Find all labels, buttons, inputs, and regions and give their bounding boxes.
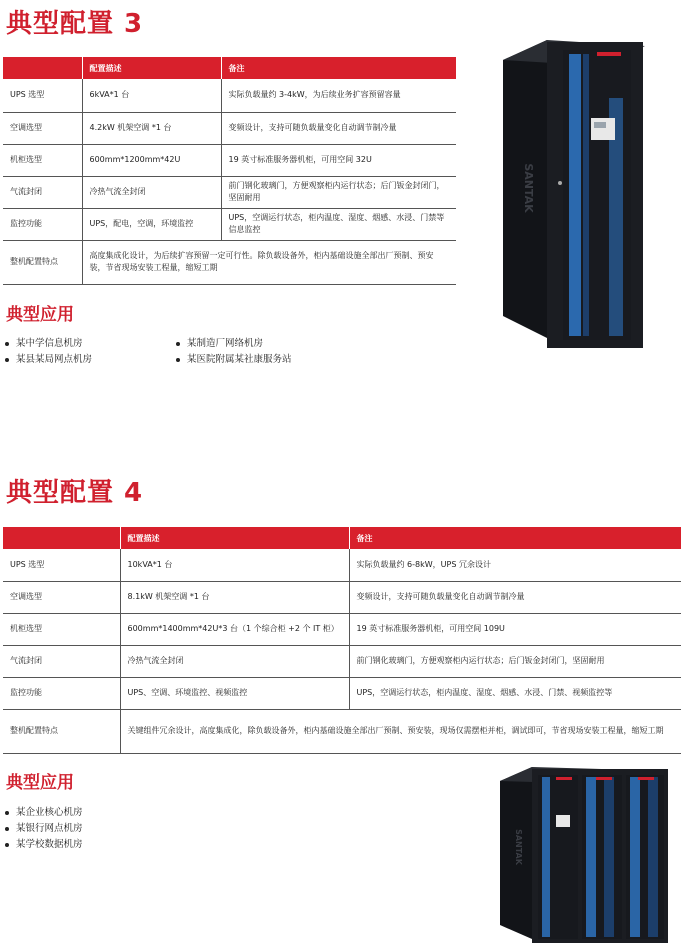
list-item: 某学校数据机房 — [4, 837, 83, 853]
header-note: 备注 — [349, 527, 681, 549]
row-label: 监控功能 — [3, 208, 82, 240]
row-feature: 关键组件冗余设计，高度集成化，除负载设备外，柜内基础设施全部出厂预制、预安装，现场仅需摆柜并柜，调试即可，节省现场安装工程量，缩短工期 — [120, 709, 681, 753]
row-note: 前门钢化玻璃门，方便观察柜内运行状态；后门钣金封闭门，坚固耐用 — [221, 176, 456, 208]
row-desc: 冷热气流全封闭 — [120, 645, 349, 677]
row-note: 19 英寸标准服务器机柜，可用空间 32U — [221, 144, 456, 176]
row-desc: UPS，配电，空调，环境监控 — [82, 208, 221, 240]
table-row — [3, 240, 456, 284]
santak-logo — [638, 777, 654, 780]
table-header-row — [3, 527, 681, 549]
config4-table — [3, 527, 681, 754]
row-label: 空调选型 — [3, 581, 120, 613]
app3-list-left — [4, 336, 92, 368]
santak-logo — [596, 777, 612, 780]
app3-title: 典型应用 — [6, 305, 74, 325]
header-desc: 配置描述 — [120, 527, 349, 549]
brand-label: SANTAK — [522, 163, 535, 213]
control-panel — [556, 815, 570, 827]
list-item: 某县某局网点机房 — [4, 352, 92, 368]
row-feature: 高度集成化设计，为后续扩容预留一定可行性。除负载设备外，柜内基础设施全部出厂预制、预安装，节省现场安装工程量，缩短工期 — [82, 240, 456, 284]
row-label: 整机配置特点 — [3, 709, 120, 753]
table-row — [3, 176, 456, 208]
table-row — [3, 112, 456, 144]
door-handle — [558, 181, 562, 185]
row-note: 实际负载量约 6-8kW，UPS 冗余设计 — [349, 549, 681, 581]
config3-title: 典型配置 3 — [6, 9, 144, 39]
row-note: UPS，空调运行状态，柜内温度、湿度、烟感、水浸、门禁等信息监控 — [221, 208, 456, 240]
row-note: 实际负载量约 3-4kW，为后续业务扩容预留容量 — [221, 79, 456, 112]
config3-table — [3, 57, 456, 285]
row-note: 变频设计，支持可随负载量变化自动调节制冷量 — [349, 581, 681, 613]
row-label: 空调选型 — [3, 112, 82, 144]
santak-logo — [597, 52, 621, 56]
row-note: 前门钢化玻璃门，方便观察柜内运行状态；后门钣金封闭门，坚固耐用 — [349, 645, 681, 677]
header-desc: 配置描述 — [82, 57, 221, 79]
row-desc: 600mm*1400mm*42U*3 台（1 个综合柜 +2 个 IT 柜） — [120, 613, 349, 645]
table-header-row — [3, 57, 456, 79]
control-panel — [591, 118, 615, 140]
row-desc: 10kVA*1 台 — [120, 549, 349, 581]
app3-list-right — [175, 336, 292, 368]
row-label: 气流封闭 — [3, 645, 120, 677]
table-row — [3, 144, 456, 176]
list-item: 某企业核心机房 — [4, 805, 83, 821]
row-label: UPS 选型 — [3, 79, 82, 112]
table-row — [3, 709, 681, 753]
row-note: 19 英寸标准服务器机柜，可用空间 109U — [349, 613, 681, 645]
row-desc: 6kVA*1 台 — [82, 79, 221, 112]
row-label: 监控功能 — [3, 677, 120, 709]
row-desc: 冷热气流全封闭 — [82, 176, 221, 208]
single-cabinet-image — [497, 38, 647, 354]
list-item: 某中学信息机房 — [4, 336, 92, 352]
table-row — [3, 645, 681, 677]
row-label: 整机配置特点 — [3, 240, 82, 284]
table-row — [3, 613, 681, 645]
santak-logo — [556, 777, 572, 780]
header-blank — [3, 57, 82, 79]
glass-strip — [569, 54, 581, 336]
row-note: 变频设计，支持可随负载量变化自动调节制冷量 — [221, 112, 456, 144]
glass-strip — [648, 777, 658, 937]
app4-list — [4, 805, 83, 853]
row-label: UPS 选型 — [3, 549, 120, 581]
row-note: UPS，空调运行状态，柜内温度、湿度、烟感、水浸、门禁、视频监控等 — [349, 677, 681, 709]
row-desc: 8.1kW 机架空调 *1 台 — [120, 581, 349, 613]
row-label: 机柜选型 — [3, 613, 120, 645]
table-row — [3, 677, 681, 709]
row-desc: UPS、空调、环境监控、视频监控 — [120, 677, 349, 709]
brand-label: SANTAK — [514, 829, 523, 865]
config4-title: 典型配置 4 — [6, 478, 144, 508]
glass-strip — [604, 777, 614, 937]
table-row — [3, 208, 456, 240]
glass-strip — [586, 777, 596, 937]
triple-cabinet-image — [496, 767, 672, 947]
row-desc: 600mm*1200mm*42U — [82, 144, 221, 176]
glass-strip — [630, 777, 640, 937]
glass-strip — [583, 54, 589, 336]
row-label: 气流封闭 — [3, 176, 82, 208]
header-blank — [3, 527, 120, 549]
row-desc: 4.2kW 机架空调 *1 台 — [82, 112, 221, 144]
table-row — [3, 549, 681, 581]
app4-title: 典型应用 — [6, 773, 74, 793]
glass-strip — [542, 777, 550, 937]
list-item: 某制造厂网络机房 — [175, 336, 292, 352]
list-item: 某医院附属某社康服务站 — [175, 352, 292, 368]
table-row — [3, 79, 456, 112]
row-label: 机柜选型 — [3, 144, 82, 176]
panel-screen — [594, 122, 606, 128]
table-row — [3, 581, 681, 613]
header-note: 备注 — [221, 57, 456, 79]
list-item: 某银行网点机房 — [4, 821, 83, 837]
